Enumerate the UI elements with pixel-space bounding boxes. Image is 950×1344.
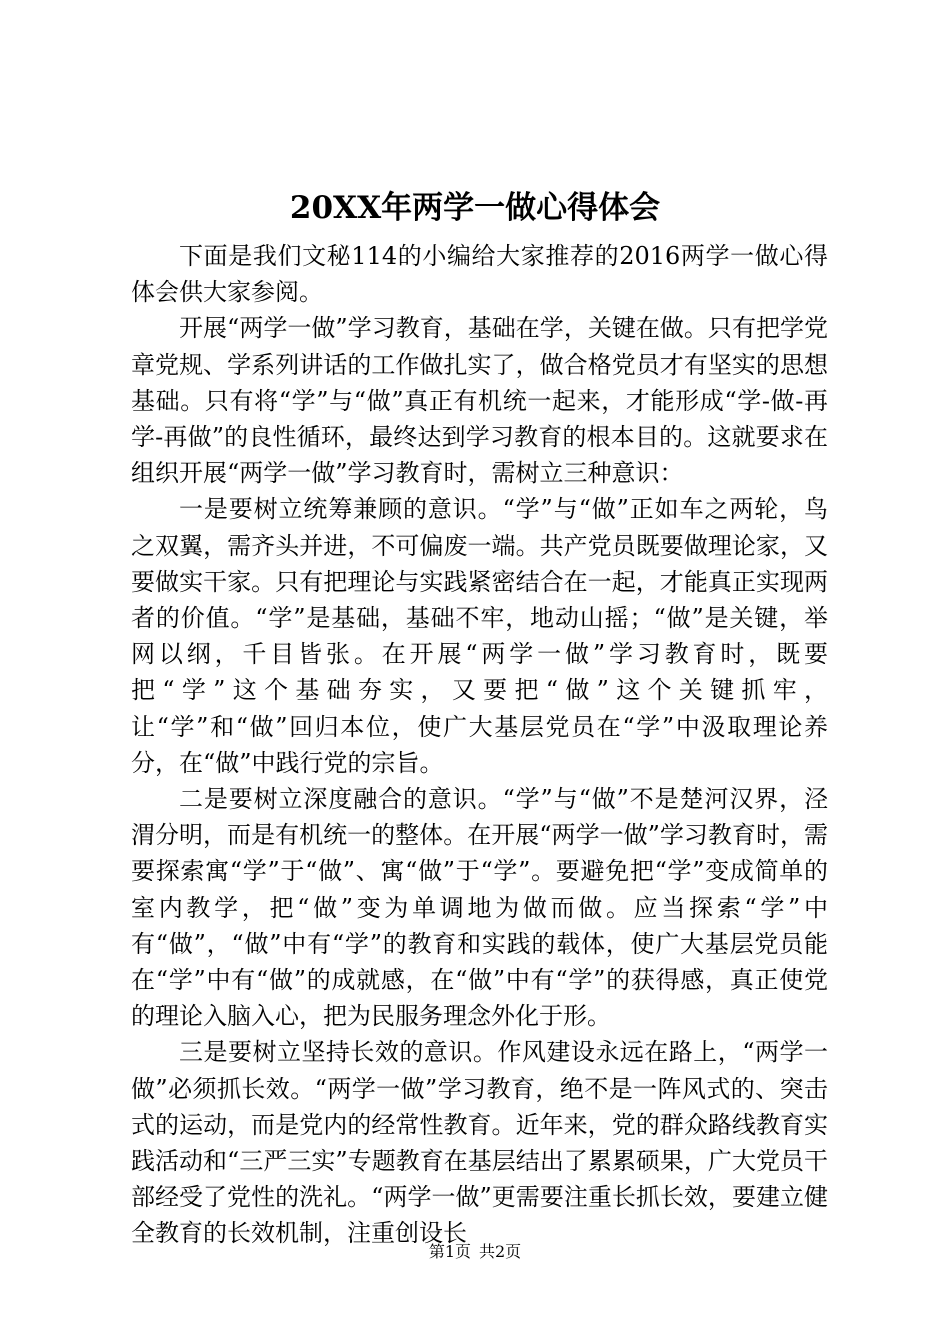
page-number: 第1页 <box>428 1242 471 1261</box>
paragraph-intro: 下面是我们文秘114的小编给大家推荐的2016两学一做心得体会供大家参阅。 <box>131 242 828 307</box>
document-title: 20XX年两学一做心得体会 <box>289 190 661 226</box>
page-footer <box>0 1240 950 1264</box>
paragraph-point-one: 一是要树立统筹兼顾的意识。“学”与“做”正如车之两轮，鸟之双翼，需齐头并进，不可偏废一端。共产党员既要做理论家，又要做实干家。只有把理论与实践紧密结合在一起，才能真正实现两者的价值。“学”是基础，基础不牢，地动山摇；“做”是关键，举网以纲，千目皆张。在开展“两学一做”学习教育时，既要把“学”这个基础夯实，又要把“做”这个关键抓牢，让“学”和“做”回归本位，使广大基层党员在“学”中汲取理论养分，在“做”中践行党的宗旨。 <box>131 495 828 777</box>
paragraph-point-two: 二是要树立深度融合的意识。“学”与“做”不是楚河汉界，泾渭分明，而是有机统一的整体。在开展“两学一做”学习教育时，需要探索寓“学”于“做”、寓“做”于“学”。要避免把“学”变成简单的室内教学，把“做”变为单调地为做而做。应当探索“学”中有“做”，“做”中有“学”的教育和实践的载体，使广大基层党员能在“学”中有“做”的成就感，在“做”中有“学”的获得感，真正使党的理论入脑入心，把为民服务理念外化于形。 <box>131 785 828 1031</box>
document-body <box>131 238 828 1252</box>
paragraph-overview: 开展“两学一做”学习教育，基础在学，关键在做。只有把学党章党规、学系列讲话的工作做扎实了，做合格党员才有坚实的思想基础。只有将“学”与“做”真正有机统一起来，才能形成“学-做-再学-再做”的良性循环，最终达到学习教育的根本目的。这就要求在组织开展“两学一做”学习教育时，需树立三种意识： <box>131 314 828 488</box>
page-total: 共2页 <box>479 1242 522 1261</box>
paragraph-point-three: 三是要树立坚持长效的意识。作风建设永远在路上，“两学一做”必须抓长效。“两学一做”学习教育，绝不是一阵风式的、突击式的运动，而是党内的经常性教育。近年来，党的群众路线教育实践活动和“三严三实”专题教育在基层结出了累累硕果，广大党员干部经受了党性的洗礼。“两学一做”更需要注重长抓长效，要建立健全教育的长效机制，注重创设长 <box>131 1038 828 1248</box>
